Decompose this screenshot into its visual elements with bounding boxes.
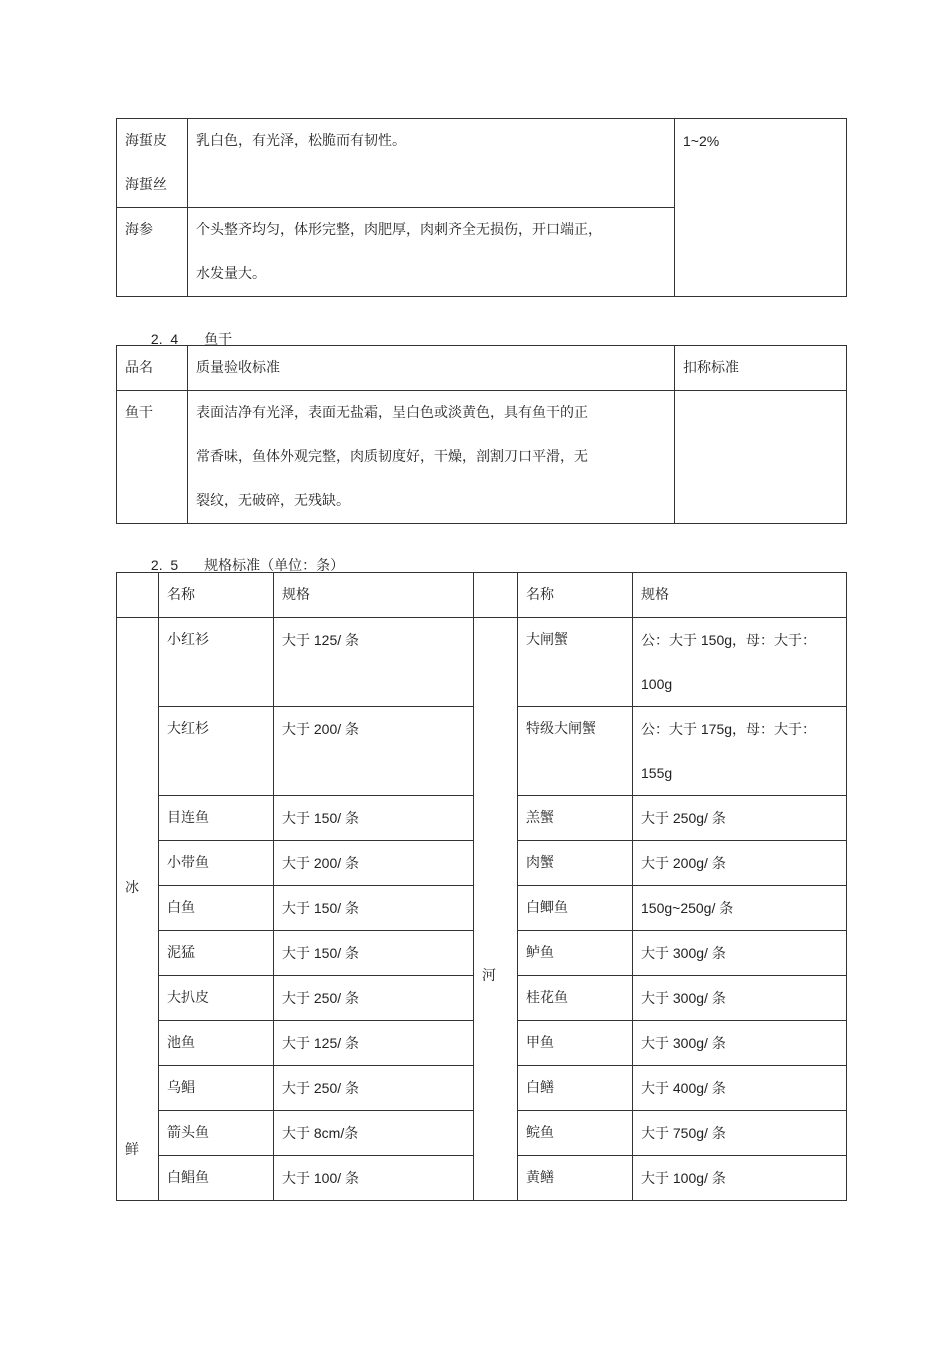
fish-spec-line: 155g — [641, 765, 673, 781]
section-title: 规格标准（单位：条） — [204, 558, 345, 574]
fish-spec: 大于 250/ 条 — [274, 1066, 474, 1111]
fish-name: 目连鱼 — [159, 796, 274, 841]
fish-name: 箭头鱼 — [159, 1111, 274, 1156]
fish-spec: 大于 100/ 条 — [274, 1156, 474, 1201]
fish-spec: 大于 200g/ 条 — [633, 841, 847, 886]
fish-name: 池鱼 — [159, 1021, 274, 1066]
header-product-name: 品名 — [117, 346, 188, 391]
fish-name: 白鱼 — [159, 886, 274, 931]
quality-standard-text: 水发量大。 — [196, 266, 266, 282]
section-number: 2. 5 — [150, 557, 179, 573]
category-char: 鲜 — [125, 1142, 139, 1158]
product-name: 海蜇皮 — [125, 133, 167, 149]
header-name: 名称 — [518, 573, 633, 618]
fish-spec: 大于 300g/ 条 — [633, 976, 847, 1021]
quality-standard-text: 常香味，鱼体外观完整，肉质韧度好，干燥，剖割刀口平滑，无 — [196, 449, 588, 465]
fish-name: 黄鳝 — [518, 1156, 633, 1201]
size-spec-table — [116, 572, 847, 1201]
fish-spec: 大于 400g/ 条 — [633, 1066, 847, 1111]
fish-spec: 大于 150/ 条 — [274, 886, 474, 931]
category-cell-frozen — [117, 618, 159, 1201]
fish-spec: 大于 250/ 条 — [274, 976, 474, 1021]
fish-name: 羔蟹 — [518, 796, 633, 841]
fish-spec: 大于 100g/ 条 — [633, 1156, 847, 1201]
fish-spec: 大于 250g/ 条 — [633, 796, 847, 841]
product-name-cell — [117, 208, 188, 297]
section-heading-2-4 — [142, 309, 232, 350]
deduction-cell — [675, 119, 847, 297]
fish-name: 甲鱼 — [518, 1021, 633, 1066]
deduction-cell — [675, 391, 847, 524]
fish-spec-line: 公：大于 150g，母：大于： — [641, 632, 817, 648]
fish-name: 桂花鱼 — [518, 976, 633, 1021]
fish-name: 大闸蟹 — [518, 618, 633, 707]
quality-standard-cell — [188, 391, 675, 524]
quality-standard-cell — [188, 119, 675, 208]
fish-name: 白鲫鱼 — [518, 886, 633, 931]
header-deduction: 扣称标准 — [675, 346, 847, 391]
header-name: 名称 — [159, 573, 274, 618]
section-heading-2-5 — [142, 535, 344, 576]
fish-name: 大红杉 — [159, 707, 274, 796]
fish-name: 小红衫 — [159, 618, 274, 707]
category-char: 冰 — [125, 880, 139, 896]
fish-spec: 大于 150/ 条 — [274, 931, 474, 976]
fish-spec-line: 100g — [641, 676, 673, 692]
product-name-cell: 鱼干 — [117, 391, 188, 524]
fish-spec-line: 公：大于 175g，母：大于： — [641, 721, 817, 737]
header-quality-standard: 质量验收标准 — [188, 346, 675, 391]
dried-fish-table — [116, 345, 847, 524]
header-spec: 规格 — [633, 573, 847, 618]
product-name-cell — [117, 119, 188, 208]
header-blank — [474, 573, 518, 618]
section-title: 鱼干 — [204, 332, 233, 348]
fish-spec: 大于 8cm/条 — [274, 1111, 474, 1156]
fish-name: 泥猛 — [159, 931, 274, 976]
fish-spec: 大于 300g/ 条 — [633, 1021, 847, 1066]
fish-name: 乌鲳 — [159, 1066, 274, 1111]
fish-spec: 大于 200/ 条 — [274, 841, 474, 886]
fish-name: 小带鱼 — [159, 841, 274, 886]
category-cell-river — [474, 618, 518, 1201]
fish-name: 鲈鱼 — [518, 931, 633, 976]
section-number: 2. 4 — [150, 331, 179, 347]
fish-spec: 大于 150/ 条 — [274, 796, 474, 841]
seafood-quality-table — [116, 118, 847, 297]
fish-name: 大扒皮 — [159, 976, 274, 1021]
fish-name: 特级大闸蟹 — [518, 707, 633, 796]
fish-spec: 大于 125/ 条 — [274, 618, 474, 707]
fish-spec: 大于 750g/ 条 — [633, 1111, 847, 1156]
fish-spec — [633, 618, 847, 707]
fish-name: 白鳝 — [518, 1066, 633, 1111]
fish-spec: 大于 125/ 条 — [274, 1021, 474, 1066]
quality-standard-cell — [188, 208, 675, 297]
deduction-value: 1~2% — [683, 133, 720, 149]
fish-spec: 150g~250g/ 条 — [633, 886, 847, 931]
product-name: 海参 — [125, 222, 153, 238]
fish-spec: 大于 200/ 条 — [274, 707, 474, 796]
quality-standard-text: 裂纹，无破碎，无残缺。 — [196, 493, 350, 509]
category-char: 河 — [482, 968, 496, 984]
fish-name: 白鲳鱼 — [159, 1156, 274, 1201]
product-name: 海蜇丝 — [125, 177, 167, 193]
fish-spec — [633, 707, 847, 796]
header-spec: 规格 — [274, 573, 474, 618]
fish-name: 鲩鱼 — [518, 1111, 633, 1156]
fish-spec: 大于 300g/ 条 — [633, 931, 847, 976]
quality-standard-text: 个头整齐均匀，体形完整，肉肥厚，肉刺齐全无损伤，开口端正， — [196, 222, 602, 238]
fish-name: 肉蟹 — [518, 841, 633, 886]
quality-standard-text: 表面洁净有光泽，表面无盐霜，呈白色或淡黄色，具有鱼干的正 — [196, 405, 588, 421]
header-blank — [117, 573, 159, 618]
quality-standard-text: 乳白色，有光泽，松脆而有韧性。 — [196, 133, 406, 149]
